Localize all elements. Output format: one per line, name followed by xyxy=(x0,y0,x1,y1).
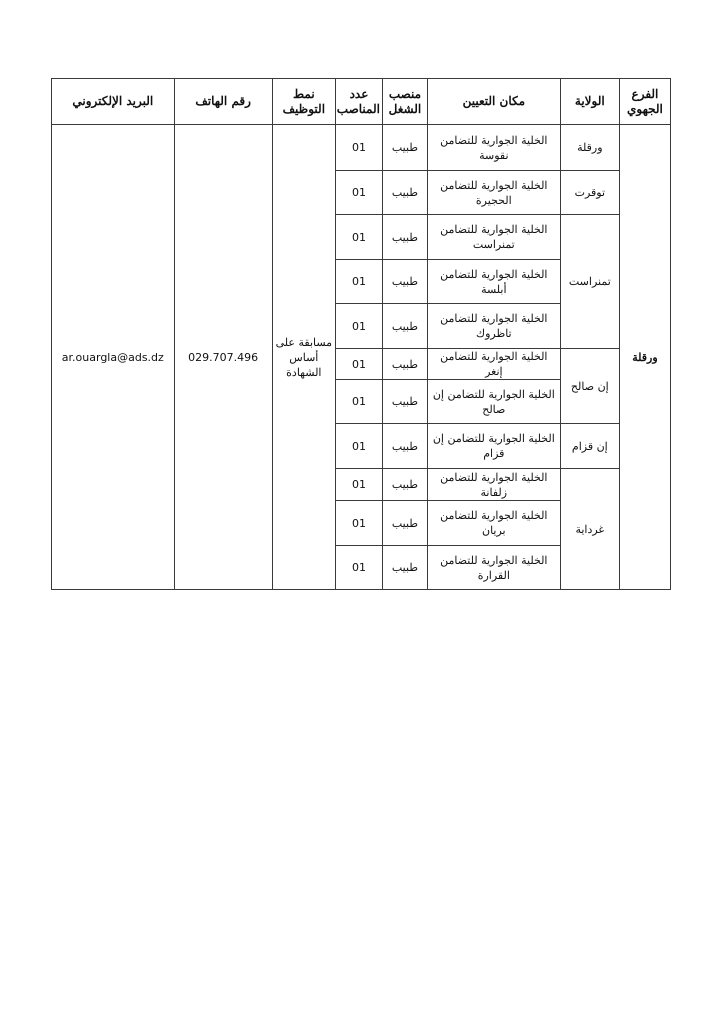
table-header-row xyxy=(52,79,671,125)
place-cell: الخلية الجوارية للتضامن القرارة xyxy=(427,546,560,590)
post-cell: طبيب xyxy=(382,546,427,590)
recruitment-table xyxy=(51,78,671,590)
post-cell: طبيب xyxy=(382,260,427,304)
count-cell: 01 xyxy=(336,349,383,380)
header-phone: رقم الهاتف xyxy=(174,79,272,125)
place-cell: الخلية الجوارية للتضامن بريان xyxy=(427,501,560,546)
post-cell: طبيب xyxy=(382,424,427,469)
wilaya-cell: تمنراست xyxy=(560,215,619,349)
post-cell: طبيب xyxy=(382,469,427,501)
phone-cell: 029.707.496 xyxy=(174,125,272,590)
count-cell: 01 xyxy=(336,215,383,260)
header-count: عدد المناصب xyxy=(336,79,383,125)
header-email: البريد الإلكتروني xyxy=(52,79,175,125)
header-wilaya: الولاية xyxy=(560,79,619,125)
header-post: منصب الشغل xyxy=(382,79,427,125)
wilaya-cell: غرداية xyxy=(560,469,619,590)
mode-cell: مسابقة على أساس الشهادة xyxy=(272,125,335,590)
email-cell: ar.ouargla@ads.dz xyxy=(52,125,175,590)
count-cell: 01 xyxy=(336,304,383,349)
table-row xyxy=(52,125,671,171)
wilaya-cell: ورقلة xyxy=(560,125,619,171)
place-cell: الخلية الجوارية للتضامن تاظروك xyxy=(427,304,560,349)
place-cell: الخلية الجوارية للتضامن إنغر xyxy=(427,349,560,380)
header-branch: الفرع الجهوي xyxy=(619,79,670,125)
count-cell: 01 xyxy=(336,501,383,546)
place-cell: الخلية الجوارية للتضامن أبلسة xyxy=(427,260,560,304)
post-cell: طبيب xyxy=(382,304,427,349)
count-cell: 01 xyxy=(336,171,383,215)
branch-cell: ورقلة xyxy=(619,125,670,590)
count-cell: 01 xyxy=(336,424,383,469)
header-place: مكان التعيين xyxy=(427,79,560,125)
place-cell: الخلية الجوارية للتضامن إن صالح xyxy=(427,380,560,424)
place-cell: الخلية الجوارية للتضامن إن قزام xyxy=(427,424,560,469)
count-cell: 01 xyxy=(336,125,383,171)
count-cell: 01 xyxy=(336,380,383,424)
count-cell: 01 xyxy=(336,469,383,501)
wilaya-cell: إن قزام xyxy=(560,424,619,469)
post-cell: طبيب xyxy=(382,501,427,546)
place-cell: الخلية الجوارية للتضامن نقوسة xyxy=(427,125,560,171)
wilaya-cell: توقرت xyxy=(560,171,619,215)
place-cell: الخلية الجوارية للتضامن الحجيرة xyxy=(427,171,560,215)
post-cell: طبيب xyxy=(382,349,427,380)
post-cell: طبيب xyxy=(382,215,427,260)
post-cell: طبيب xyxy=(382,171,427,215)
count-cell: 01 xyxy=(336,546,383,590)
post-cell: طبيب xyxy=(382,380,427,424)
count-cell: 01 xyxy=(336,260,383,304)
place-cell: الخلية الجوارية للتضامن تمنراست xyxy=(427,215,560,260)
header-mode: نمط التوظيف xyxy=(272,79,335,125)
post-cell: طبيب xyxy=(382,125,427,171)
wilaya-cell: إن صالح xyxy=(560,349,619,424)
place-cell: الخلية الجوارية للتضامن زلفانة xyxy=(427,469,560,501)
